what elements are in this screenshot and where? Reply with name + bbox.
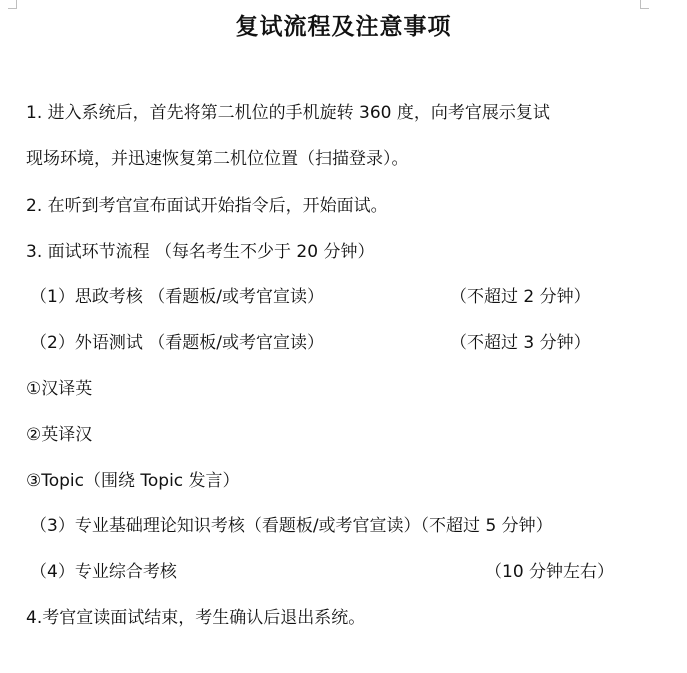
step-3-item-4 [30,560,615,584]
item-1-time: （不超过 2 分钟） [450,287,591,307]
translation-item-2: ②英译汉 [26,425,93,445]
item-1-label: （1）思政考核 （看题板/或考官宣读） [30,287,324,307]
step-2: 2. 在听到考官宣布面试开始指令后，开始面试。 [26,196,388,216]
topic-item: ③Topic（围绕 Topic 发言） [26,471,240,491]
step-1-line-2: 现场环境，并迅速恢复第二机位位置（扫描登录）。 [26,149,409,169]
step-3-item-1 [30,285,591,309]
step-3: 3. 面试环节流程 （每名考生不少于 20 分钟） [26,242,375,262]
document-title: 复试流程及注意事项 [235,13,452,40]
translation-item-1: ①汉译英 [26,379,93,399]
item-4-time: （10 分钟左右） [485,562,615,582]
step-1-line-1: 1. 进入系统后，首先将第二机位的手机旋转 360 度，向考官展示复试 [26,103,550,123]
item-2-time: （不超过 3 分钟） [450,333,591,353]
step-4: 4.考官宣读面试结束，考生确认后退出系统。 [26,608,366,628]
step-3-item-2 [30,331,591,355]
step-3-item-3: （3）专业基础理论知识考核（看题板/或考官宣读）（不超过 5 分钟） [30,516,553,536]
item-4-label: （4）专业综合考核 [30,562,177,582]
item-2-label: （2）外语测试 （看题板/或考官宣读） [30,333,324,353]
